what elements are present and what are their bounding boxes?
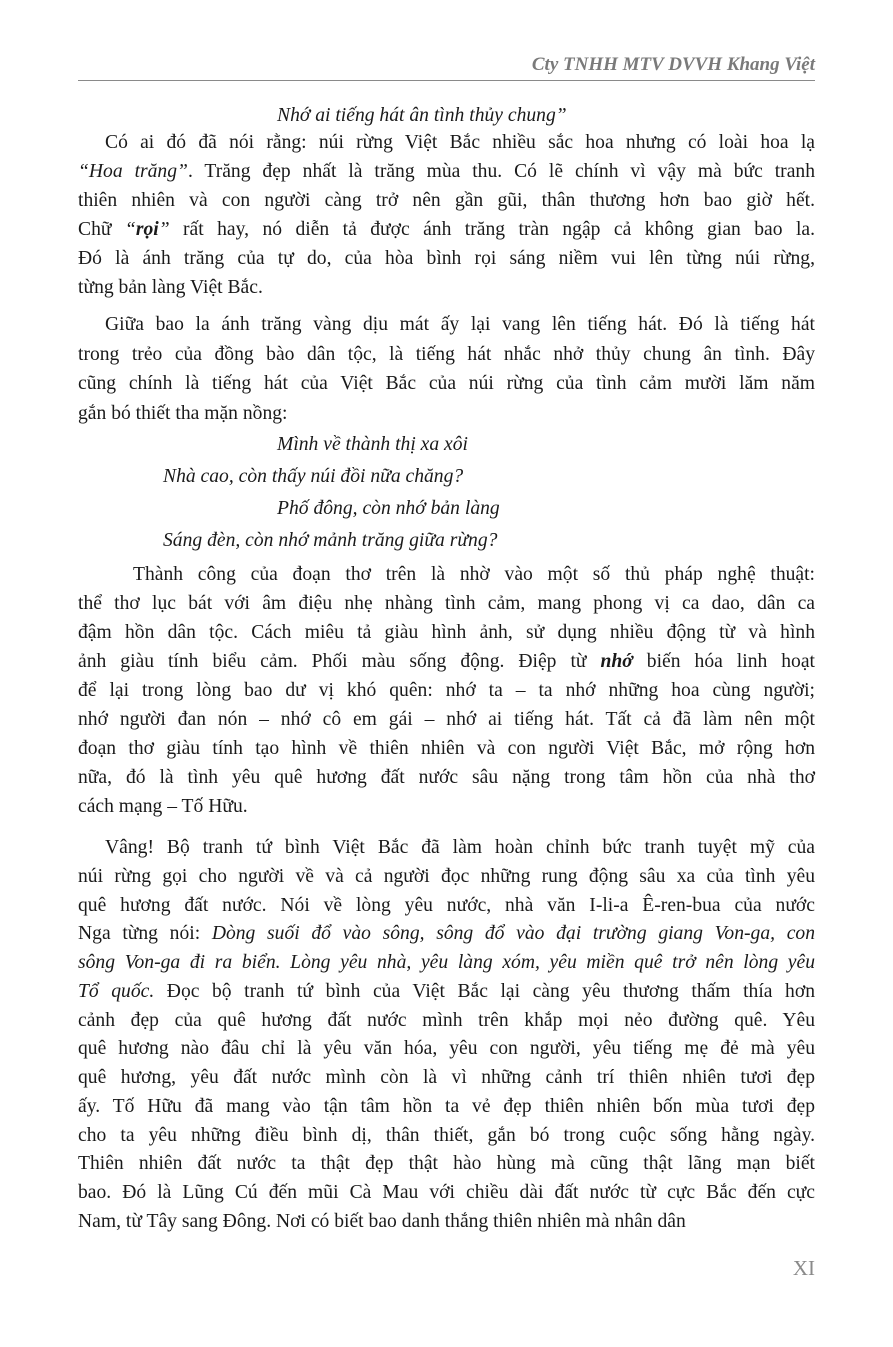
text-line xyxy=(78,128,815,157)
emphasis-text: Phố đông, còn nhớ bản làng xyxy=(277,498,500,519)
emphasis-text: “Hoa trăng” xyxy=(78,161,188,182)
text-line xyxy=(78,273,815,302)
text-line xyxy=(78,647,815,676)
text-segment: biến hóa linh hoạt xyxy=(632,651,815,672)
text-segment: trong trẻo của đồng bào dân tộc, là tiếng hát nhắc nhở thủy chung ân tình. Đây xyxy=(78,343,815,365)
paragraph-3 xyxy=(78,560,815,821)
text-segment: Nam, từ Tây sang Đông. Nơi có biết bao danh thắng thiên nhiên mà nhân dân xyxy=(78,1210,686,1232)
text-line xyxy=(78,1179,815,1208)
text-segment: thể thơ lục bát với âm điệu nhẹ nhàng tình cảm, mang phong vị ca dao, dân ca xyxy=(78,593,815,614)
text-line xyxy=(78,763,815,792)
running-header-publisher: Cty TNHH MTV DVVH Khang Việt xyxy=(531,54,815,75)
text-segment: nữa, đó là tình yêu quê hương đất nước sâu nặng trong tâm hồn của nhà thơ xyxy=(78,767,815,788)
paragraph-1 xyxy=(78,128,815,302)
page-number: XI xyxy=(792,1256,815,1280)
paragraph-2 xyxy=(78,310,815,428)
text-line xyxy=(78,525,815,557)
emphasis-text: “ xyxy=(124,219,136,240)
text-segment: quê hương, yêu đất nước mình còn là vì những cảnh trí thiên nhiên tươi đẹp xyxy=(78,1067,815,1088)
text-line xyxy=(78,310,815,340)
text-segment: cũng chính là tiếng hát của Việt Bắc của núi rừng của tình cảm mười lăm năm xyxy=(78,373,815,394)
text-line xyxy=(78,157,815,186)
text-segment: Giữa bao la ánh trăng vàng dịu mát ấy lại vang lên tiếng hát. Đó là tiếng hát xyxy=(105,314,815,335)
emphasis-text: sông Von-ga đi ra biển. Lòng yêu nhà, yêu làng xóm, yêu miền quê trở nên lòng yêu xyxy=(78,952,815,973)
text-segment: quê hương đất nước. Nói về lòng yêu nước, nhà văn I-li-a Ê-ren-bua của nước xyxy=(78,894,815,916)
text-line xyxy=(78,215,815,244)
text-line xyxy=(78,1064,815,1093)
text-line xyxy=(78,399,815,429)
emphasis-text: Tổ quốc. xyxy=(78,980,155,1002)
text-line xyxy=(78,1150,815,1179)
text-line xyxy=(78,1208,815,1237)
text-line xyxy=(78,101,815,130)
text-segment: cách mạng – Tố Hữu. xyxy=(78,796,248,817)
text-segment: cho ta yêu những điều bình dị, thân thiết, gắn bó trong cuộc sống hằng ngày. xyxy=(78,1124,815,1146)
text-line xyxy=(78,792,815,821)
header-rule xyxy=(78,80,815,81)
text-line xyxy=(78,186,815,215)
text-line xyxy=(78,676,815,705)
emphasis-text: Nhà cao, còn thấy núi đồi nữa chăng? xyxy=(163,466,464,487)
emphasis-text: nhớ xyxy=(600,651,633,672)
text-segment: đậm hồn dân tộc. Cách miêu tả giàu hình ảnh, sử dụng nhiều động từ và hình xyxy=(78,622,815,643)
emphasis-text: ” xyxy=(158,219,170,240)
text-line xyxy=(78,429,815,461)
text-segment: . Trăng đẹp nhất là trăng mùa thu. Có lẽ chính vì vậy mà bức tranh xyxy=(187,161,815,182)
text-line xyxy=(78,560,815,589)
text-line xyxy=(78,461,815,493)
text-segment: Vâng! Bộ tranh tứ bình Việt Bắc đã làm hoàn chỉnh bức tranh tuyệt mỹ của xyxy=(105,837,815,858)
emphasis-text: rọi xyxy=(135,219,159,240)
text-segment: Đó là ánh trăng của tự do, của hòa bình rọi sáng niềm vui lên từng núi rừng, xyxy=(78,248,815,269)
text-segment: cảnh đẹp của quê hương đất nước mình trên khắp mọi nẻo đường quê. Yêu xyxy=(78,1009,815,1031)
text-line xyxy=(78,618,815,647)
emphasis-text: Dòng suối đổ vào sông, sông đổ vào đại trường giang Von-ga, con xyxy=(211,923,815,945)
text-line xyxy=(78,705,815,734)
text-segment: bao. Đó là Lũng Cú đến mũi Cà Mau với chiều dài đất nước từ cực Bắc đến cực xyxy=(78,1182,815,1203)
text-line xyxy=(78,369,815,399)
emphasis-text: Mình về thành thị xa xôi xyxy=(277,434,468,455)
text-segment: Thiên nhiên đất nước ta thật đẹp thật hào hùng mà cũng thật lãng mạn biết xyxy=(78,1153,815,1175)
text-line xyxy=(78,493,815,525)
text-segment: ấy. Tố Hữu đã mang vào tận tâm hồn ta vẻ đẹp thiên nhiên bốn mùa tươi đẹp xyxy=(78,1095,815,1117)
text-line xyxy=(78,949,815,978)
text-line xyxy=(78,863,815,892)
text-segment: Nga từng nói: xyxy=(78,923,212,945)
text-segment: Có ai đó đã nói rằng: núi rừng Việt Bắc nhiều sắc hoa nhưng có loài hoa lạ xyxy=(105,132,815,153)
paragraph-4 xyxy=(78,834,815,1237)
emphasis-text: Nhớ ai tiếng hát ân tình thủy chung” xyxy=(277,105,567,126)
text-line xyxy=(78,589,815,618)
text-segment: quê hương nào đâu chỉ là yêu văn hóa, yêu con người, yêu tiếng mẹ đẻ mà yêu xyxy=(78,1038,815,1060)
text-segment: Chữ xyxy=(78,219,125,240)
text-segment: để lại trong lòng bao dư vị khó quên: nhớ ta – ta nhớ những hoa cùng người; xyxy=(78,680,815,701)
poem-closing-line xyxy=(78,101,815,130)
text-segment: Đọc bộ tranh tứ bình của Việt Bắc lại càng yêu thương thấm thía hơn xyxy=(154,980,815,1002)
text-line xyxy=(78,834,815,863)
text-line xyxy=(78,734,815,763)
text-line xyxy=(78,978,815,1007)
text-line xyxy=(78,1035,815,1064)
text-line xyxy=(78,340,815,370)
text-line xyxy=(78,1007,815,1036)
text-segment: núi rừng gọi cho người về và cả người đọc những rung động sâu xa của tình yêu xyxy=(78,865,815,887)
text-segment: ảnh giàu tính biểu cảm. Phối màu sống động. Điệp từ xyxy=(78,651,601,672)
text-line xyxy=(78,1122,815,1151)
text-segment: Thành công của đoạn thơ trên là nhờ vào một số thủ pháp nghệ thuật: xyxy=(133,564,815,585)
text-segment: rất hay, nó diễn tả được ánh trăng tràn ngập cả không gian bao la. xyxy=(169,219,816,240)
emphasis-text: Sáng đèn, còn nhớ mảnh trăng giữa rừng? xyxy=(163,530,498,551)
poem-stanza xyxy=(78,429,815,557)
text-segment: nhớ người đan nón – nhớ cô em gái – nhớ ai tiếng hát. Tất cả đã làm nên một xyxy=(78,709,815,730)
text-segment: thiên nhiên và con người càng trở nên gần gũi, thân thương hơn bao giờ hết. xyxy=(78,190,815,211)
text-segment: từng bản làng Việt Bắc. xyxy=(78,277,263,298)
text-line xyxy=(78,892,815,921)
text-line xyxy=(78,1093,815,1122)
text-line xyxy=(78,244,815,273)
text-segment: gắn bó thiết tha mặn nồng: xyxy=(78,402,288,424)
text-segment: đoạn thơ giàu tính tạo hình về thiên nhiên và con người Việt Bắc, mở rộng hơn xyxy=(78,738,815,759)
text-line xyxy=(78,920,815,949)
